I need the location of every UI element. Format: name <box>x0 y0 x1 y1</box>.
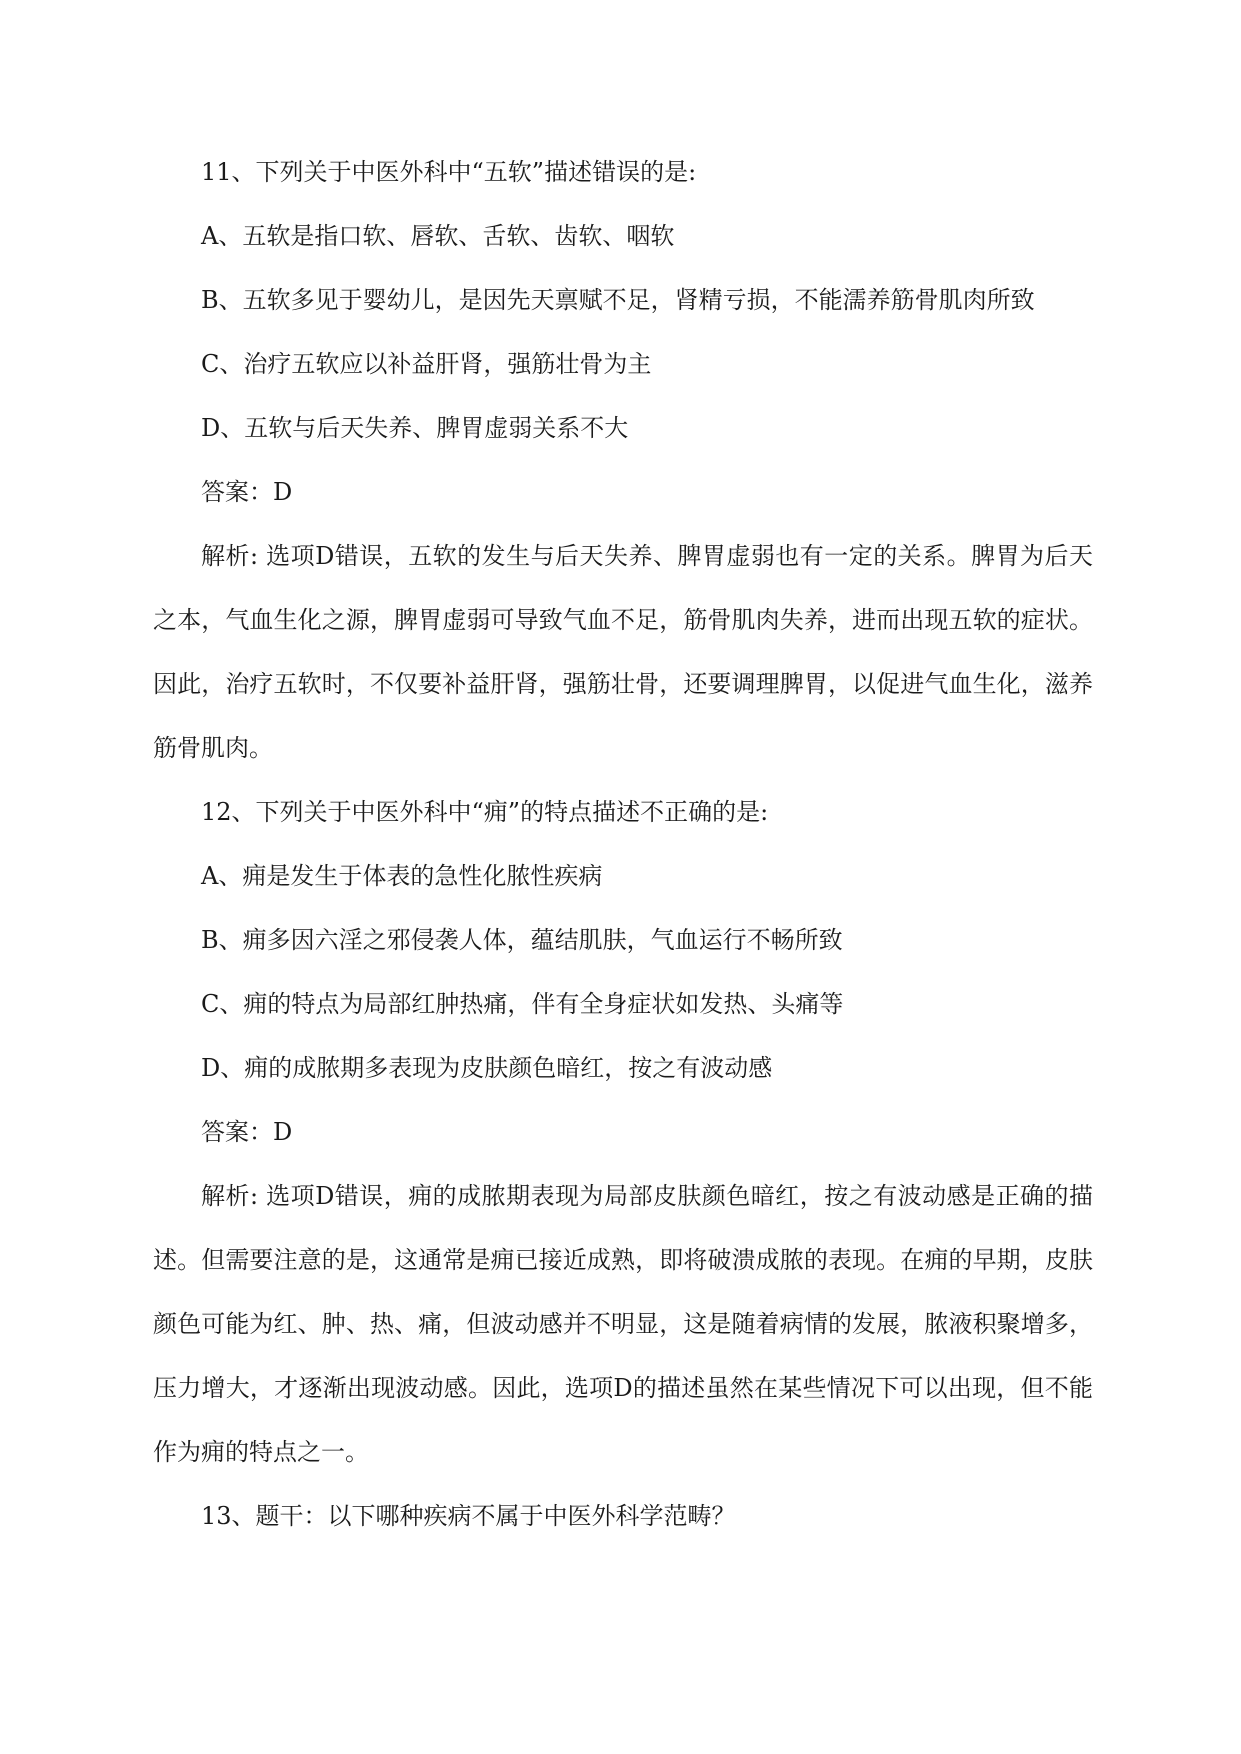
document-content <box>153 140 1093 1548</box>
option-b: B、五软多见于婴幼儿，是因先天禀赋不足，肾精亏损，不能濡养筋骨肌肉所致 <box>201 286 1035 314</box>
question-12 <box>153 780 1093 1484</box>
option-a: A、痈是发生于体表的急性化脓性疾病 <box>201 862 603 890</box>
analysis: 解析: 选项D错误，五软的发生与后天失养、脾胃虚弱也有一定的关系。脾胃为后天之本，气血生化之源，脾胃虚弱可导致气血不足，筋骨肌肉失养，进而出现五软的症状。因此，治疗五软时，不仅要补益肝肾，强筋壮骨，还要调理脾胃，以促进气血生化，滋养筋骨肌肉。 <box>153 542 1093 762</box>
option-c: C、治疗五软应以补益肝肾，强筋壮骨为主 <box>201 350 652 378</box>
analysis: 解析: 选项D错误，痈的成脓期表现为局部皮肤颜色暗红，按之有波动感是正确的描述。但需要注意的是，这通常是痈已接近成熟，即将破溃成脓的表现。在痈的早期，皮肤颜色可能为红、肿、热、痛，但波动感并不明显，这是随着病情的发展，脓液积聚增多，压力增大，才逐渐出现波动感。因此，选项D的描述虽然在某些情况下可以出现，但不能作为痈的特点之一。 <box>153 1182 1093 1466</box>
question-13 <box>153 1484 1093 1548</box>
question-stem: 11、下列关于中医外科中“五软”描述错误的是: <box>201 158 697 186</box>
option-d: D、五软与后天失养、脾胃虚弱关系不大 <box>201 414 629 442</box>
answer: 答案：D <box>201 478 293 506</box>
answer: 答案：D <box>201 1118 293 1146</box>
question-11 <box>153 140 1093 780</box>
question-stem: 12、下列关于中医外科中“痈”的特点描述不正确的是: <box>201 798 769 826</box>
option-a: A、五软是指口软、唇软、舌软、齿软、咽软 <box>201 222 675 250</box>
option-b: B、痈多因六淫之邪侵袭人体，蕴结肌肤，气血运行不畅所致 <box>201 926 843 954</box>
option-d: D、痈的成脓期多表现为皮肤颜色暗红，按之有波动感 <box>201 1054 773 1082</box>
question-stem: 13、题干：以下哪种疾病不属于中医外科学范畴？ <box>201 1502 736 1530</box>
option-c: C、痈的特点为局部红肿热痛，伴有全身症状如发热、头痛等 <box>201 990 844 1018</box>
